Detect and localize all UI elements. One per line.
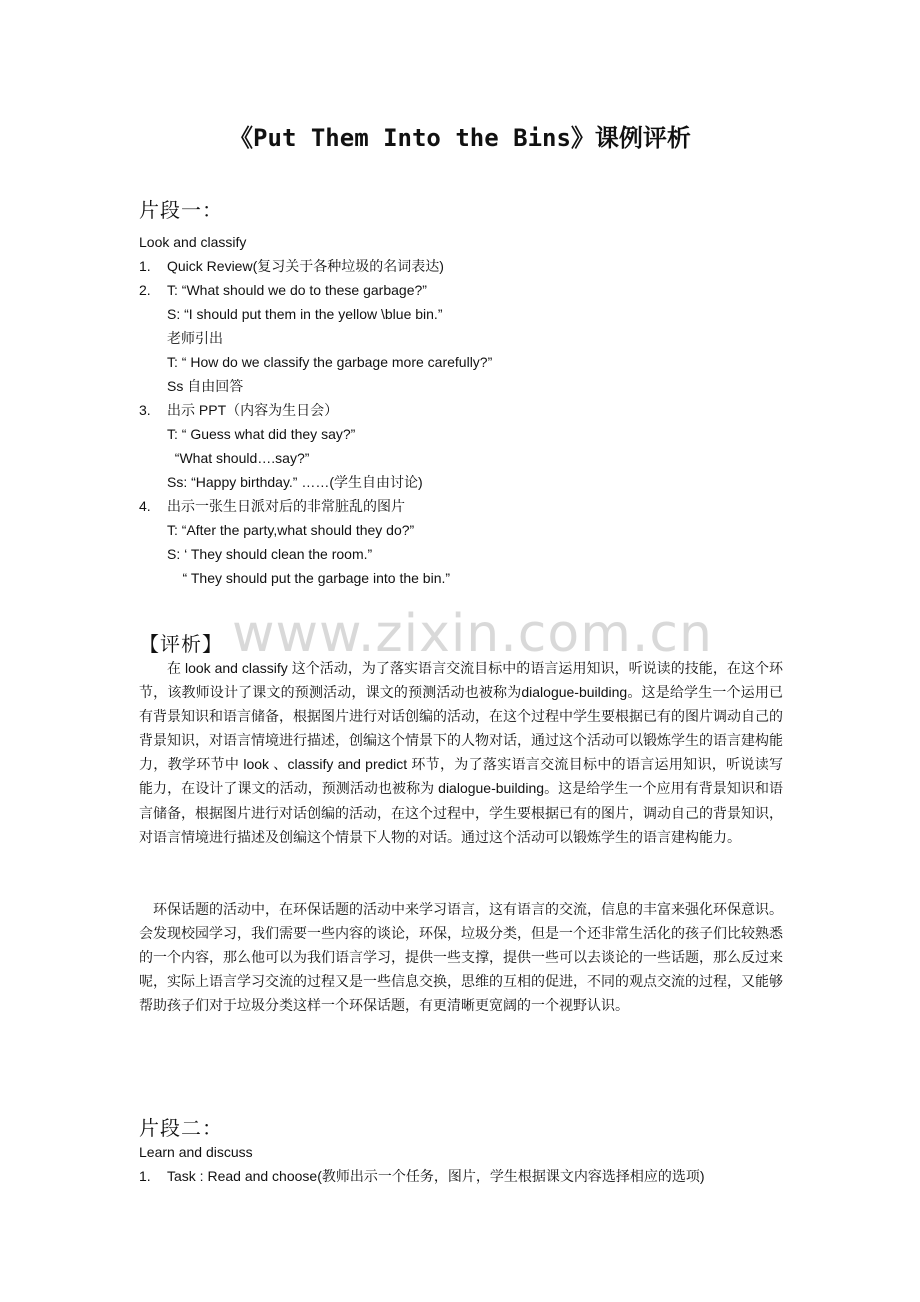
item-line: S: ‘ They should clean the room.” xyxy=(167,546,373,562)
section2-heading: 片段二： xyxy=(139,1116,223,1140)
review-heading: 【评析】 xyxy=(139,632,223,656)
item-line: T: “ How do we classify the garbage more carefully?” xyxy=(167,354,493,370)
item-line: 老师引出 xyxy=(167,330,223,346)
item-line: T: “What should we do to these garbage?” xyxy=(167,282,427,298)
document-title: 《Put Them Into the Bins》课例评析 xyxy=(229,124,691,152)
item-number: 2. xyxy=(139,282,151,298)
review-paragraph-1: 在 look and classify 这个活动，为了落实语言交流目标中的语言运用知识，听说读的技能，在这个环节，该教师设计了课文的预测活动，课文的预测活动也被称为dialogue-building。这是给学生一个运用已有背景知识和语言储备，根据图片进行对话创编的活动，在这个过程中学生要根据已有的图片调动自己的背景知识，对语言情境进行描述，创编这个情景下的人物对话，通过这个活动可以锻炼学生的语言建构能力，教学环节中 look 、classify and predict 环节，为了落实语言交流目标中的语言运用知识，听说读写能力，在设计了课文的活动，预测活动也被称为 dialogue-building。这是给学生一个应用有背景知识和语言储备，根据图片进行对话创编的活动，在这个过程中，学生要根据已有的图片，调动自己的背景知识，对语言情境进行描述及创编这个情景下人物的对话。通过这个活动可以锻炼学生的语言建构能力。 xyxy=(139,660,783,845)
item-number: 1. xyxy=(139,258,151,274)
review-paragraph-2: 环保话题的活动中，在环保话题的活动中来学习语言，这有语言的交流，信息的丰富来强化环保意识。会发现校园学习，我们需要一些内容的谈论，环保，垃圾分类，但是一个还非常生活化的孩子们比较熟悉的一个内容，那么他可以为我们语言学习，提供一些支撑，提供一些可以去谈论的一些话题，那么反过来呢，实际上语言学习交流的过程又是一些信息交换，思维的互相的促进，不同的观点交流的过程，又能够帮助孩子们对于垃圾分类这样一个环保话题，有更清晰更宽阔的一个视野认识。 xyxy=(139,901,783,1014)
item-line: S: “I should put them in the yellow \blue bin.” xyxy=(167,306,443,322)
item-line: “What should….say?” xyxy=(167,450,310,466)
section2-subtitle: Learn and discuss xyxy=(139,1144,253,1160)
item-number: 4. xyxy=(139,498,151,514)
item-line: “ They should put the garbage into the bin.” xyxy=(167,570,451,586)
watermark: www.zixin.com.cn xyxy=(232,604,713,664)
item-line: Task : Read and choose(教师出示一个任务，图片，学生根据课文内容选择相应的选项) xyxy=(167,1168,705,1184)
item-number: 3. xyxy=(139,402,151,418)
item-number: 1. xyxy=(139,1168,151,1184)
section1-heading: 片段一： xyxy=(139,198,223,222)
section1-subtitle: Look and classify xyxy=(139,234,247,250)
item-line: 出示 PPT（内容为生日会） xyxy=(167,402,339,418)
item-line: Ss 自由回答 xyxy=(167,378,244,394)
item-line: Ss: “Happy birthday.” ……(学生自由讨论) xyxy=(167,474,423,490)
item-line: Quick Review(复习关于各种垃圾的名词表达) xyxy=(167,258,444,274)
item-line: T: “After the party,what should they do?” xyxy=(167,522,415,538)
item-line: 出示一张生日派对后的非常脏乱的图片 xyxy=(167,498,405,514)
item-line: T: “ Guess what did they say?” xyxy=(167,426,356,442)
